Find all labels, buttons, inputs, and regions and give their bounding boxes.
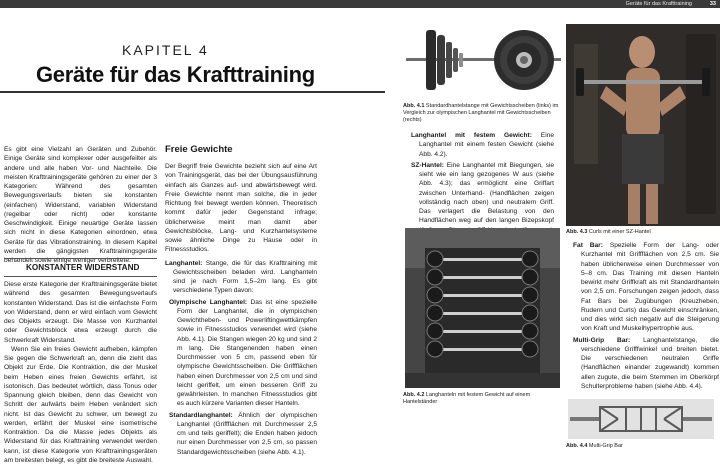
figure-4-4-image bbox=[568, 399, 714, 439]
constant-paragraph-1: Diese erste Kategorie der Krafttrainingsgeräte bietet während des gesamten Bewegungsverlaufs konstanten Widerstand. Das ist die einfachste Form von Widerstand, denn er wird einfach vom Gewicht des Objekts erzeugt. Die Masse von Kurzhantel oder Gewichtsblock etwa erzeugt durch die Schwerkraft Widerstand. bbox=[4, 281, 157, 344]
standard-plates-left bbox=[426, 30, 463, 90]
column-4 bbox=[573, 241, 719, 391]
constant-paragraph-2: Wenn Sie ein freies Gewicht aufheben, kämpfen Sie gegen die Schwerkraft an, denn die zieht das Objekt zur Erde. Die Kontraktion, die der Muskel beim Heben eines freien Gewichts erfährt, ist isotonisch. Das bedeutet wörtlich, dass Tonus oder Spannung gleich bleiben, denn das Gewicht von Schritt der aufwärts beim Heben verändert sich nicht. Ist das Gewicht zu schwer, um bewegt zu werden, erfährt der Muskel eine isometrische Kontraktion. Da die Masse jedes Objekts als Widerstand für das Krafttraining verwendet werden kann, ist diese Kategorie von Krafttrainingsgeräten am breitesten belegt, es gibt die breiteste Auswahl. bbox=[4, 345, 157, 464]
section-heading-constant: KONSTANTER WIDERSTAND bbox=[26, 263, 140, 272]
heading-rule-bottom bbox=[4, 276, 157, 277]
definition-multi-grip: Multi-Grip Bar: Langhantelstange, die verschiedene Grifffwinkel und breiten bietet. Die verschiedenen neutralen Griffe (Handflächen einander zugewandt) kommen allen zugute, die beim Stemmen im Oberkörpf Schulterprobleme haben (siehe Abb. 4.4). bbox=[573, 336, 720, 390]
figure-4-3-caption: Abb. 4.3 Curls mit einer SZ-Hantel bbox=[566, 229, 651, 235]
chapter-label: KAPITEL 4 bbox=[122, 42, 209, 58]
page-number: 33 bbox=[709, 1, 716, 7]
barbell-rack-photo bbox=[405, 228, 560, 388]
olympic-plates-right bbox=[494, 30, 554, 90]
term-standard: Standardlanghantel: bbox=[169, 411, 233, 419]
term-olympic: Olympische Langhantel: bbox=[169, 298, 248, 306]
column-1 bbox=[4, 145, 157, 265]
definition-olympic: Olympische Langhantel: Das ist eine spezielle Form der Langhantel, die in olympischen Gewichtheben- und Powerliftingwettkämpfen sowie in Fitnessstudios verwendet wird (siehe Abb. 4.1). Die Stangen wiegen 20 kg und sind 2 m lang. Die Stangenenden haben einen Durchmesser von 5 cm, passend eben für olympische Gewichtsscheiben. Die Griffflächen haben einen Durchmesser von 2,5 cm und sind leicht geriffelt, um einen besseren Griff zu gewährleisten. In manchen Fitnessstudios gibt es auch kürzere Varianten dieser Hanteln. bbox=[169, 298, 317, 408]
heading-rule-top bbox=[4, 258, 157, 259]
definition-fat-bar: Fat Bar: Spezielle Form der Lang- oder Kurzhantel mit Griffflächen von 2,5 cm. Sie haben üblicherweise einen Durchmesser von 5–8 cm. Das Training mit diesen Hanteln bewirkt mehr Griffkraft als mit Standardhanteln von 2,5 cm. Forschungen zeigen jedoch, dass Fat Bars bei Zugübungen (Kreuzheben, Rudern und Curls) das Gewicht einschränken, und dies wirkt sich negativ auf die Steigerung von Kraft und Muskelhypertrophie aus. bbox=[573, 242, 719, 333]
title-rule bbox=[0, 91, 385, 93]
intro-paragraph: Es gibt eine Vielzahl an Geräten und Zubehör. Einige Geräte sind komplexer oder ausgefeilter als andere und alle haben Vor- und Nachteile. Die meisten Krafttrainingsgeräte gehören zu einer der 3 Kategorien: Während des gesamten Bewegungsverlaufs bieten sie konstanten (einfachen) Widerstand, variablen Widerstand (regelbar oder nicht) oder konstante Geschwindigkeit. Einige neuartige Geräte lassen sich nicht in diese Kategorien einordnen, etwa Geräte für das Vibrationstraining. In diesem Kapitel werden die gängigsten Krafttrainingsgeräte behandelt sowie einige weniger verbreitete. bbox=[4, 146, 157, 264]
free-weights-paragraph: Der Begriff freie Gewichte bezieht sich auf eine Art von Trainingsgerät, das bei der Übungsausführung einfach als Ganzes auf- und abwärtsbewegt wird. Freie Gewichte nennt man solche, die in jeder Richtung frei bewegt werden können. Theoretisch kommt dafür jeder Gegenstand infrage; üblicherweise meint man damit aber Gewichtsblöcke, Lang- und Kurzhantelsysteme sowie ähnliche Dinge zu Hause oder in Fitnessstudios. bbox=[165, 163, 317, 254]
running-header-bar bbox=[0, 0, 720, 8]
column-2 bbox=[165, 162, 317, 457]
ez-curl-photo bbox=[566, 24, 720, 226]
column-1-lower bbox=[4, 280, 157, 465]
term-langhantel: Langhantel: bbox=[165, 259, 203, 267]
figure-4-4-caption: Abb. 4.4 Multi-Grip Bar bbox=[566, 443, 623, 449]
figure-4-1-caption: Abb. 4.1 Standardhantelstange mit Gewichtsscheiben (links) im Vergleich zur olympischen Langhantel mit Gewichtsscheiben (rechts) bbox=[403, 103, 559, 123]
definition-fixed-barbell: Langhantel mit festem Gewicht: Eine Langhantel mit einem festen Gewicht (siehe Abb. 4.2). bbox=[411, 132, 554, 158]
running-title: Geräte für das Krafttraining bbox=[625, 1, 692, 7]
figure-4-2-caption: Abb. 4.2 Langhanteln mit festem Gewicht auf einem Hantelständer bbox=[403, 392, 531, 405]
chapter-title: Geräte für das Krafttraining bbox=[36, 62, 315, 87]
definition-langhantel: Langhantel: Stange, die für das Krafttraining mit Gewichtsscheiben beladen wird. Langhanteln sind je nach Form 1,5–2m lang. Es gibt verschiedene Typen davon: bbox=[165, 259, 317, 295]
definition-standard: Standardlanghantel: Ähnlich der olympischen Langhantel (Griffflächen mit Durchmesser 2,5 cm und teils geriffelt); die Enden haben jedoch nur einen Durchmesser von 2,5 cm, so passen Standardgewichtsscheiben (siehe Abb. 4.1). bbox=[169, 411, 317, 456]
figure-4-2-image bbox=[405, 228, 560, 388]
definition-ez-bar: SZ-Hantel: Eine Langhantel mit Biegungen, sie sieht wie ein lang gezogenes W aus (siehe Abb. 4.3); das ermöglicht eine Griffart zwischen Unterhand- (Handflächen zeigen vollständig nach oben) und neutralem Griff. Das verlagert die Belastung von den Handflächen weg auf den langen Bizepskopf bbox=[411, 161, 554, 225]
figure-4-3-image bbox=[566, 24, 720, 226]
weight-plates-illustration bbox=[406, 20, 561, 100]
section-heading-free-weights: Freie Gewichte bbox=[165, 144, 233, 155]
multi-grip-bar-illustration bbox=[568, 399, 714, 439]
figure-4-1-image bbox=[406, 20, 561, 100]
